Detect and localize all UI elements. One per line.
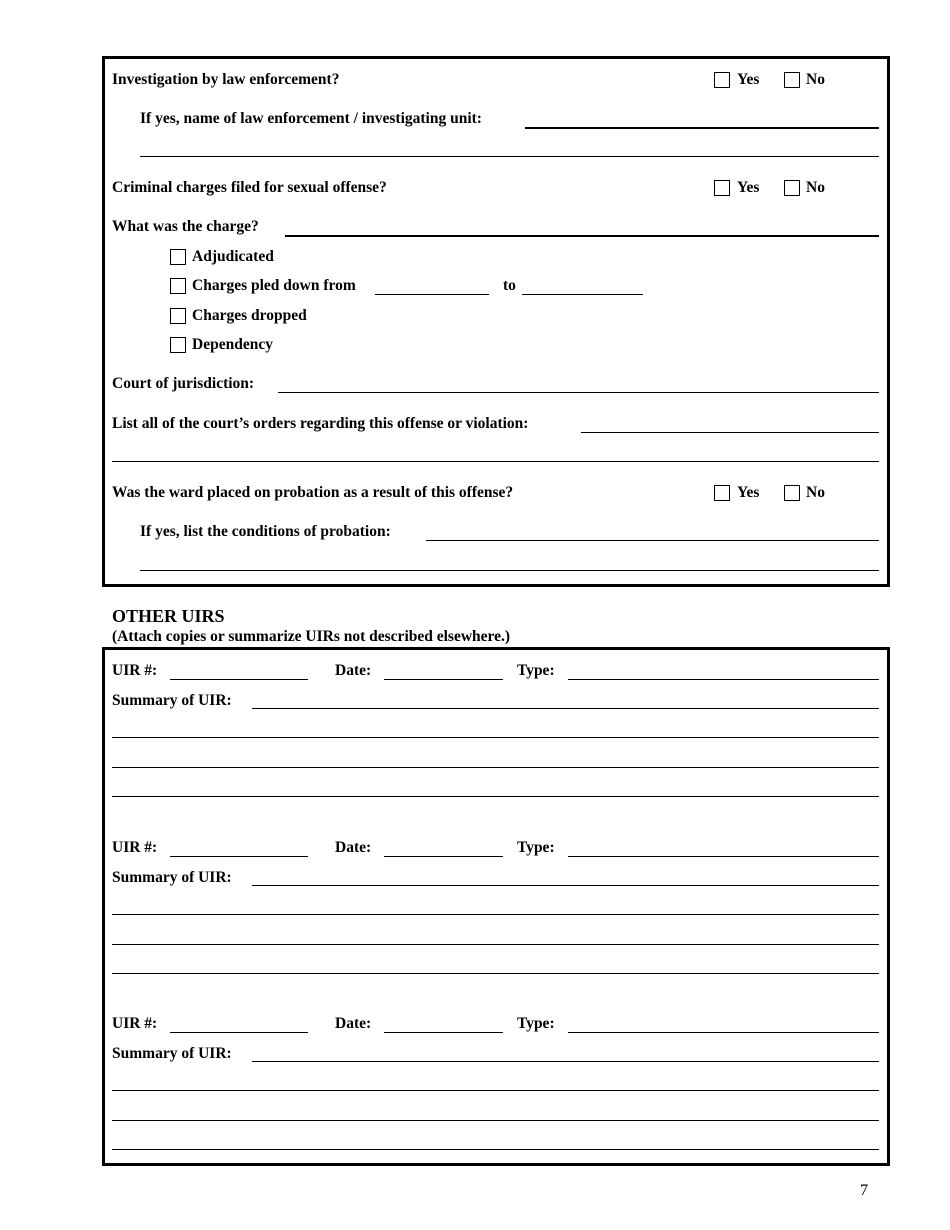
uir-number-field[interactable] bbox=[170, 679, 308, 680]
uir-type-field[interactable] bbox=[568, 1032, 879, 1033]
uir-date-label: Date: bbox=[335, 662, 372, 679]
uir-summary-label: Summary of UIR: bbox=[112, 1045, 232, 1062]
probation-conditions-field[interactable] bbox=[426, 540, 879, 541]
uir-number-label: UIR #: bbox=[112, 1015, 158, 1032]
dependency-checkbox[interactable] bbox=[170, 337, 186, 353]
other-uirs-section bbox=[102, 647, 890, 1166]
court-jurisdiction-label: Court of jurisdiction: bbox=[112, 375, 255, 392]
uir-number-label: UIR #: bbox=[112, 839, 158, 856]
uir-number-field[interactable] bbox=[170, 856, 308, 857]
court-orders-field-line2[interactable] bbox=[112, 461, 879, 462]
uir-summary-field[interactable] bbox=[252, 1061, 879, 1062]
uir-summary-field[interactable] bbox=[252, 708, 879, 709]
uir-date-label: Date: bbox=[335, 839, 372, 856]
uir-summary-field-line[interactable] bbox=[112, 944, 879, 945]
uir-type-field[interactable] bbox=[568, 679, 879, 680]
pled-down-from-field[interactable] bbox=[375, 294, 489, 295]
uir-summary-field-line[interactable] bbox=[112, 767, 879, 768]
uir-summary-field-line[interactable] bbox=[112, 973, 879, 974]
charges-no-label: No bbox=[806, 179, 825, 196]
uir-date-field[interactable] bbox=[384, 856, 503, 857]
court-orders-label: List all of the court’s orders regarding this offense or violation: bbox=[112, 415, 529, 432]
uir-summary-field-line[interactable] bbox=[112, 914, 879, 915]
investigation-yes-checkbox[interactable] bbox=[714, 72, 730, 88]
adjudicated-label: Adjudicated bbox=[192, 248, 274, 265]
charges-yes-label: Yes bbox=[737, 179, 760, 196]
uir-date-field[interactable] bbox=[384, 679, 503, 680]
uir-summary-field[interactable] bbox=[252, 885, 879, 886]
page-number: 7 bbox=[860, 1182, 868, 1199]
pled-down-checkbox[interactable] bbox=[170, 278, 186, 294]
uir-type-label: Type: bbox=[517, 1015, 555, 1032]
probation-conditions-field-line2[interactable] bbox=[140, 570, 879, 571]
pled-down-to-field[interactable] bbox=[522, 294, 643, 295]
uir-date-label: Date: bbox=[335, 1015, 372, 1032]
probation-question: Was the ward placed on probation as a result of this offense? bbox=[112, 484, 514, 501]
adjudicated-checkbox[interactable] bbox=[170, 249, 186, 265]
uir-summary-field-line[interactable] bbox=[112, 1090, 879, 1091]
probation-no-label: No bbox=[806, 484, 825, 501]
probation-conditions-label: If yes, list the conditions of probation: bbox=[140, 523, 391, 540]
criminal-charges-question: Criminal charges filed for sexual offense? bbox=[112, 179, 387, 196]
other-uirs-subtitle: (Attach copies or summarize UIRs not described elsewhere.) bbox=[112, 628, 511, 645]
investigation-yes-label: Yes bbox=[737, 71, 760, 88]
uir-type-label: Type: bbox=[517, 839, 555, 856]
other-uirs-title: OTHER UIRS bbox=[112, 606, 225, 626]
probation-yes-label: Yes bbox=[737, 484, 760, 501]
charges-no-checkbox[interactable] bbox=[784, 180, 800, 196]
uir-summary-label: Summary of UIR: bbox=[112, 869, 232, 886]
probation-no-checkbox[interactable] bbox=[784, 485, 800, 501]
charges-dropped-checkbox[interactable] bbox=[170, 308, 186, 324]
pled-down-to-label: to bbox=[503, 277, 516, 294]
uir-summary-label: Summary of UIR: bbox=[112, 692, 232, 709]
uir-type-field[interactable] bbox=[568, 856, 879, 857]
court-jurisdiction-field[interactable] bbox=[278, 392, 879, 393]
dependency-label: Dependency bbox=[192, 336, 273, 353]
uir-number-field[interactable] bbox=[170, 1032, 308, 1033]
investigation-question: Investigation by law enforcement? bbox=[112, 71, 340, 88]
charges-dropped-label: Charges dropped bbox=[192, 307, 307, 324]
uir-summary-field-line[interactable] bbox=[112, 796, 879, 797]
investigation-no-label: No bbox=[806, 71, 825, 88]
uir-summary-field-line[interactable] bbox=[112, 1120, 879, 1121]
uir-summary-field-line[interactable] bbox=[112, 1149, 879, 1150]
charges-yes-checkbox[interactable] bbox=[714, 180, 730, 196]
uir-type-label: Type: bbox=[517, 662, 555, 679]
probation-yes-checkbox[interactable] bbox=[714, 485, 730, 501]
uir-date-field[interactable] bbox=[384, 1032, 503, 1033]
investigating-unit-field-line2[interactable] bbox=[140, 156, 879, 157]
what-charge-label: What was the charge? bbox=[112, 218, 259, 235]
uir-number-label: UIR #: bbox=[112, 662, 158, 679]
investigating-unit-label: If yes, name of law enforcement / investigating unit: bbox=[140, 110, 482, 127]
investigation-no-checkbox[interactable] bbox=[784, 72, 800, 88]
pled-down-from-label: Charges pled down from bbox=[192, 277, 356, 294]
investigating-unit-field[interactable] bbox=[525, 127, 879, 129]
what-charge-field[interactable] bbox=[285, 235, 879, 237]
uir-summary-field-line[interactable] bbox=[112, 737, 879, 738]
court-orders-field[interactable] bbox=[581, 432, 879, 433]
